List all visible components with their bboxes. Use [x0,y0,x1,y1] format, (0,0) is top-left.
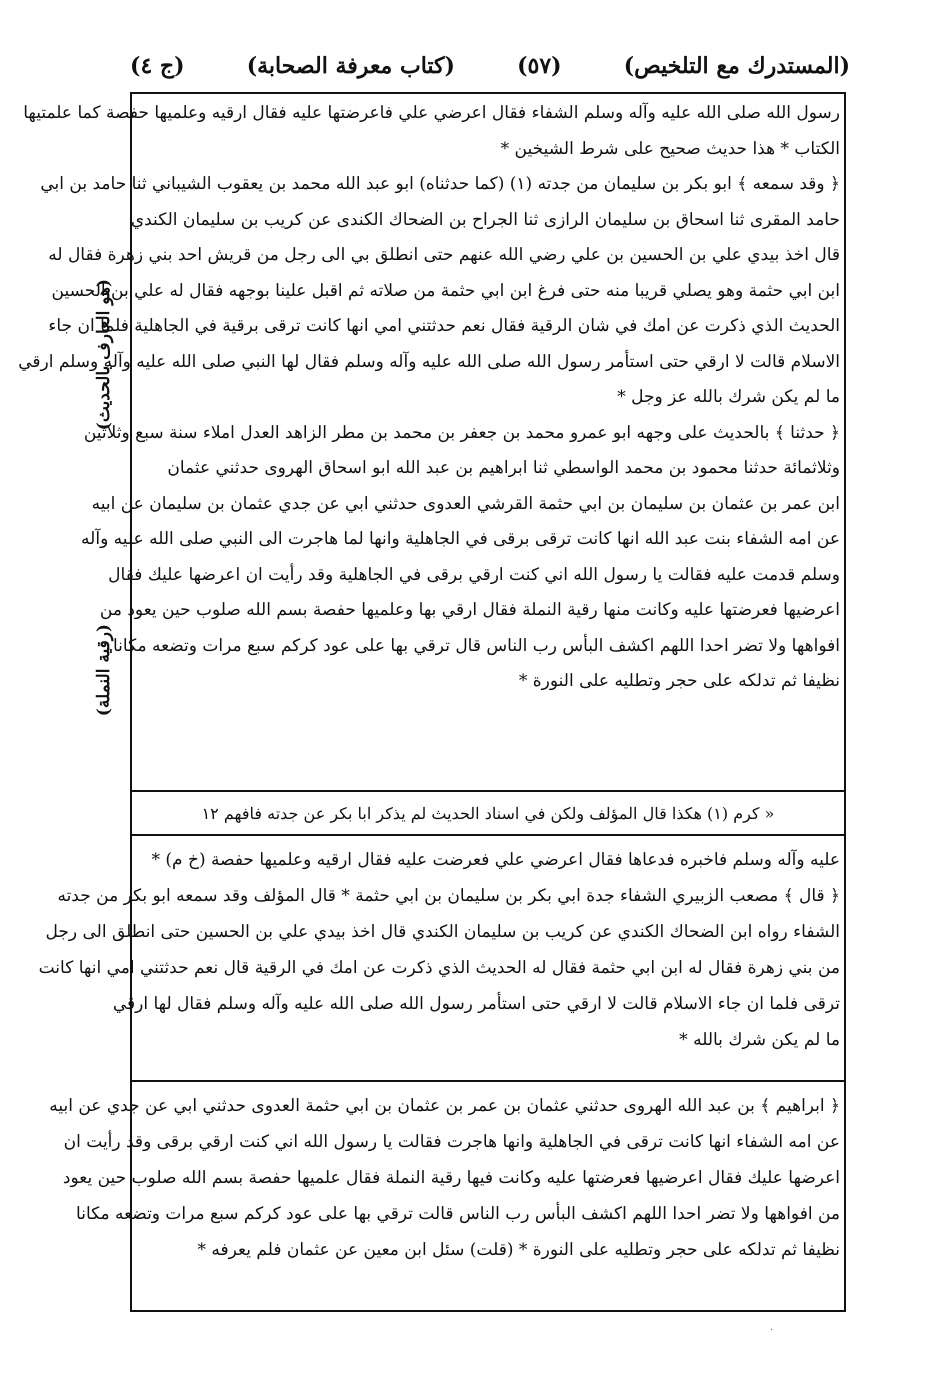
text-line: الشفاء رواه ابن الضحاك الكندي عن كريب بن سليمان الكندي قال اخذ بيدي علي بن الحسين حتى انطلق الى رجل [45,922,840,942]
text-line: الاسلام قالت لا ارقي حتى استأمر رسول الله صلى الله عليه وآله وسلم فقال لها النبي صلى الله عليه وآله وسلم ارقي [18,351,840,372]
text-line: حامد المقرى ثنا اسحاق بن سليمان الرازى ثنا الجراح بن الضحاك الكندى عن كريب بن سليمان الكندي [130,209,840,230]
summary-text-section-2 [49,1088,840,1268]
footnote-divider-top [130,790,846,792]
text-line: نظيفا ثم تدلكه على حجر وتطليه على النورة * (قلت) سئل ابن معين عن عثمان فلم يعرفه * [197,1240,840,1260]
side-note-top-text: (هو العارف بالحديث) [94,279,114,431]
scan-speck: · [770,1325,774,1336]
text-line: ﴿ ابراهيم ﴾ بن عبد الله الهروى حدثني عثمان بن عمر بن عثمان بن ابي حثمة العدوى حدثني ابي عن جدي عن ابيه [49,1096,840,1116]
footnote: « كرم (١) هكذا قال المؤلف ولكن في اسناد الحديث لم يذكر ابا بكر عن جدته فافهم ١٢ [201,804,775,823]
summary-text-section [38,842,840,1058]
text-line: الحديث الذي ذكرت عن امك في شان الرقية فقال نعم حدثتني امي انها كانت ترقى برقية في الجاهلية فلما ان جاء [48,316,840,336]
text-line: وسلم قدمت عليه فقالت يا رسول الله اني كنت ارقي برقى في الجاهلية وقد رأيت ان اعرضها عليك فقال [108,564,840,585]
side-note-bottom-text: (رقية النملة) [94,623,114,717]
text-line: عليه وآله وسلم فاخبره فدعاها فقال اعرضي علي فعرضت عليه فقال ارقيه وعلميها حفصة (خ م) * [151,850,840,870]
page-header [130,46,850,86]
header-volume: (ج ٤) [130,53,185,79]
text-line: ﴿ قال ﴾ مصعب الزبيري الشفاء جدة ابي بكر بن سليمان بن ابي حثمة * قال المؤلف وقد سمعه ابو بكر من جدته [57,886,840,906]
header-book-title: (المستدرك مع التلخيص) [623,53,850,79]
header-page-number: (٥٧) [517,53,562,79]
text-line: ﴿ وقد سمعه ﴾ ابو بكر بن سليمان من جدته (١) (كما حدثناه) ابو عبد الله محمد بن يعقوب الشيباني ثنا حامد بن ابي [40,174,840,194]
text-line: قال اخذ بيدي علي بن الحسين بن علي رضي الله عنهم حتى انطلق بي الى رجل من قريش احد بني زهرة فقال له [48,245,840,265]
text-line: افواهها ولا تضر احدا اللهم اكشف البأس رب الناس قال ترقي بها على عود كركم سبع مرات وتضعه مكانا [113,635,840,656]
text-line: ابن عمر بن عثمان بن سليمان بن ابي حثمة القرشي العدوى حدثني ابي عن جدي عثمان بن سليمان عن ابيه [91,493,840,514]
text-line: ﴿ حدثنا ﴾ بالحديث على وجهه ابو عمرو محمد بن جعفر بن محمد بن مطر الزاهد العدل املاء سنة سبع وثلاثين [83,422,840,443]
text-line: ابن ابي حثمة وهو يصلي قريبا منه حتى فرغ ابن ابي حثمة من صلاته ثم اقبل علينا بوجهه فقال له علي بن الحسين [51,280,840,301]
text-line: من بني زهرة فقال له ابن ابي حثمة فقال له الحديث الذي ذكرت عن امك في الرقية قال نعم حدثتني امي انها كانت [38,958,840,978]
text-line: اعرضيها فعرضتها عليه وكانت منها رقية النملة فقال ارقي بها وعلميها حفصة بسم الله صلوب حين يعود من [99,600,840,620]
section-divider [130,1080,846,1082]
text-line: ترقى فلما ان جاء الاسلام قالت لا ارقي حتى استأمر رسول الله صلى الله عليه وآله وسلم فقال لها ارقي [112,994,840,1014]
text-line: وثلاثمائة حدثنا محمود بن محمد الواسطي ثنا ابراهيم بن عبد الله ابو اسحاق الهروى حدثني عثمان [167,458,840,478]
text-line: الكتاب * هذا حديث صحيح على شرط الشيخين * [500,138,840,159]
text-line: ما لم يكن شرك بالله عز وجل * [617,387,840,407]
text-line: عن امه الشفاء بنت عبد الله انها كانت ترقى برقى في الجاهلية وانها لما هاجرت الى النبي صلى الله عليه وآله [81,529,840,549]
header-chapter-title: (كتاب معرفة الصحابة) [246,53,455,79]
footnote-divider-bottom [130,834,846,836]
text-line: عن امه الشفاء انها كانت ترقى في الجاهلية وانها هاجرت فقالت يا رسول الله اني كنت ارقي برقى وقد رأيت ان [63,1132,840,1152]
text-line: اعرضها عليك فقال اعرضيها فعرضتها عليه وكانت فيها رقية النملة فقال علميها حفصة بسم الله صلوب حين يعود [62,1168,840,1188]
text-line: ما لم يكن شرك بالله * [679,1030,840,1050]
text-line: من افواهها ولا تضر احدا اللهم اكشف البأس رب الناس قالت ترقي بها على عود كركم سبع مرات وتضعه مكانا [76,1204,840,1224]
text-line: نظيفا ثم تدلكه على حجر وتطليه على النورة * [518,671,840,691]
text-line: رسول الله صلى الله عليه وآله وسلم الشفاء فقال اعرضي علي فاعرضتها عليه فقال ارقيه وعلميها حفصة كما علمتيها [23,103,840,123]
